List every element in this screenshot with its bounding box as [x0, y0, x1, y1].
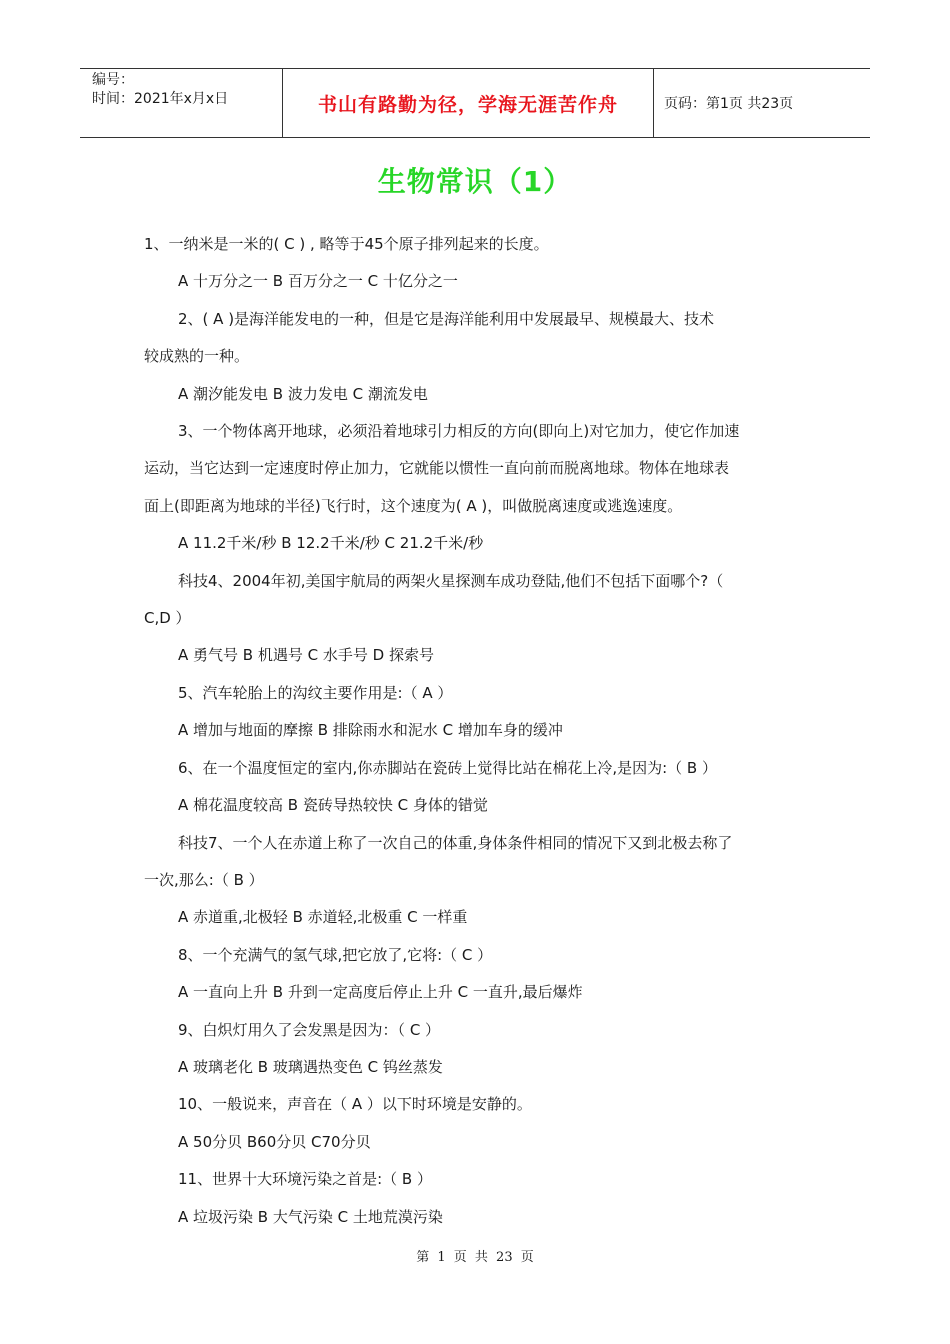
header-meta — [80, 69, 282, 137]
text-line: A 潮汐能发电 B 波力发电 C 潮流发电 — [178, 384, 428, 403]
text-line: 2、( A )是海洋能发电的一种，但是它是海洋能利用中发展最早、规模最大、技术 — [178, 309, 715, 328]
page-header — [80, 68, 870, 138]
text-line: A 玻璃老化 B 玻璃遇热变色 C 钨丝蒸发 — [178, 1057, 443, 1076]
text-line: 一次,那么:（ B ） — [144, 870, 264, 889]
text-line: 10、一般说来，声音在（ A ）以下时环境是安静的。 — [178, 1095, 532, 1114]
text-line: A 50分贝 B60分贝 C70分贝 — [178, 1132, 371, 1151]
text-line: A 11.2千米/秒 B 12.2千米/秒 C 21.2千米/秒 — [178, 534, 484, 553]
text-line: 较成熟的一种。 — [144, 347, 250, 366]
text-line: 科技7、一个人在赤道上称了一次自己的体重,身体条件相同的情况下又到北极去称了 — [178, 833, 733, 852]
text-line: 科技4、2004年初,美国宇航局的两架火星探测车成功登陆,他们不包括下面哪个?（ — [178, 571, 724, 590]
text-line: A 垃圾污染 B 大气污染 C 土地荒漠污染 — [178, 1207, 443, 1226]
text-line: 8、一个充满气的氢气球,把它放了,它将:（ C ） — [178, 945, 493, 964]
document-time-label: 时间：2021年x月x日 — [92, 91, 229, 107]
text-line: 5、汽车轮胎上的沟纹主要作用是:（ A ） — [178, 683, 453, 702]
text-line: 面上(即距离为地球的半径)飞行时，这个速度为( A )，叫做脱离速度或逃逸速度。 — [144, 496, 683, 515]
text-line: A 棉花温度较高 B 瓷砖导热较快 C 身体的错觉 — [178, 796, 488, 815]
page-footer: 第 1 页 共 23 页 — [416, 1250, 534, 1265]
text-line: 1、一纳米是一米的( C ) , 略等于45个原子排列起来的长度。 — [144, 235, 549, 253]
text-line: 运动，当它达到一定速度时停止加力，它就能以惯性一直向前而脱离地球。物体在地球表 — [144, 459, 730, 478]
text-line: A 十万分之一 B 百万分之一 C 十亿分之一 — [178, 272, 458, 291]
text-line: 9、白炽灯用久了会发黑是因为：（ C ） — [178, 1020, 441, 1039]
text-line: A 勇气号 B 机遇号 C 水手号 D 探索号 — [178, 646, 434, 665]
document-number-label: 编号： — [92, 72, 134, 88]
text-line: C,D ） — [144, 609, 191, 628]
text-line: 3、一个物体离开地球，必须沿着地球引力相反的方向(即向上)对它加力，使它作加速 — [178, 422, 740, 441]
document-title: 生物常识（1） — [377, 165, 573, 198]
text-line: A 赤道重,北极轻 B 赤道轻,北极重 C 一样重 — [178, 908, 468, 927]
text-line: 11、世界十大环境污染之首是:（ B ） — [178, 1170, 432, 1189]
text-line: 6、在一个温度恒定的室内,你赤脚站在瓷砖上觉得比站在棉花上冷,是因为:（ B ） — [178, 758, 717, 777]
header-motto: 书山有路勤为径，学海无涯苦作舟 — [282, 69, 654, 137]
question-list — [144, 226, 814, 1236]
header-page-info: 页码：第1页 共23页 — [664, 96, 794, 112]
text-line: A 一直向上升 B 升到一定高度后停止上升 C 一直升,最后爆炸 — [178, 983, 583, 1002]
text-line: A 增加与地面的摩擦 B 排除雨水和泥水 C 增加车身的缓冲 — [178, 721, 563, 740]
